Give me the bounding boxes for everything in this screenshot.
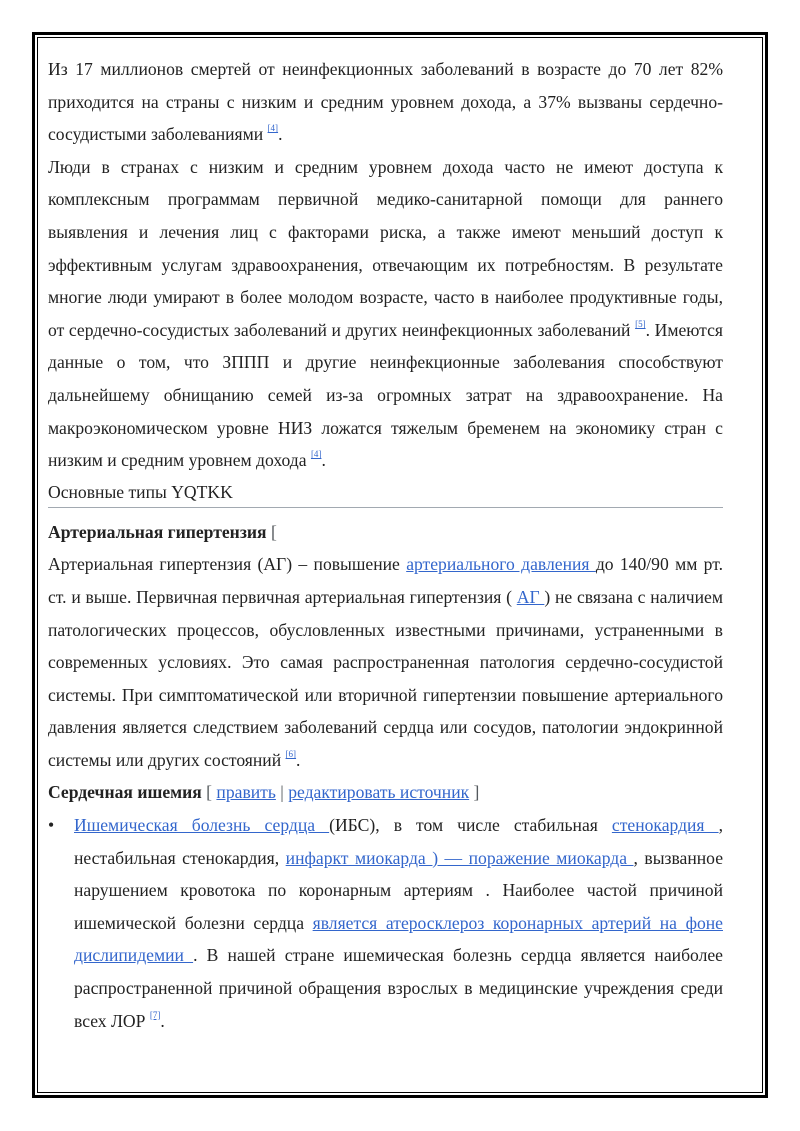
list-text: , вызванное нарушением кровотока по коронарным артериям . Наиболее частой причиной ишемической болезни сердца bbox=[74, 847, 724, 933]
citation-6[interactable] bbox=[286, 749, 297, 759]
edit-link[interactable]: править bbox=[216, 782, 276, 803]
citation-link[interactable]: [4] bbox=[267, 123, 279, 134]
list-text: . В нашей стране ишемическая болезнь сердца является наиболее распространенной причиной обращения взрослых в медицинские учреждения среди всех ЛОР bbox=[74, 945, 723, 1031]
bullet-icon: • bbox=[48, 815, 55, 836]
subheading-title: Сердечная ишемия bbox=[48, 782, 202, 803]
link-angina[interactable]: стенокардия bbox=[611, 815, 719, 836]
citation-link[interactable]: [7] bbox=[149, 1009, 161, 1020]
link-infarct[interactable]: инфаркт миокарда ) — поражение миокарда bbox=[285, 847, 634, 868]
subheading-title: Артериальная гипертензия bbox=[48, 521, 267, 542]
edit-bracket-close: ] bbox=[469, 782, 480, 803]
paragraph-low-income bbox=[48, 151, 723, 477]
citation-5[interactable] bbox=[635, 319, 646, 329]
paragraph-text: . Имеются данные о том, что ЗППП и другие неинфекционные заболевания способствуют дальнейшему обнищанию семей из-за огромных затрат на здравоохранение. На макроэкономическом уровне НИЗ ложатся тяжелым бременем на экономику стран с низким и средним уровнем дохода bbox=[48, 319, 723, 471]
edit-source-link[interactable]: редактировать источник bbox=[288, 782, 470, 803]
paragraph-text: ) не связана с наличием патологических процессов, обусловленных известными причинами, устраненными в современных условиях. Это самая распространенная патология сердечно-сосудистой системы. При симптоматической или вторичной гипертензии повышение артериального давления является следствием заболеваний сердца или сосудов, патологии эндокринной системы или других состояний bbox=[48, 586, 723, 770]
link-ag[interactable]: АГ bbox=[516, 586, 545, 607]
paragraph-text: Артериальная гипертензия (АГ) – повышение bbox=[48, 554, 407, 575]
paragraph-text: Люди в странах с низким и средним уровнем дохода часто не имеют доступа к комплексным программам первичной медико-санитарной помощи для раннего выявления и лечения лиц с факторами риска, а также имеют меньший доступ к эффективным услугам здравоохранения, отвечающим их потребностям. В результате многие люди умирают в более молодом возрасте, часто в наиболее продуктивные годы, от сердечно-сосудистых заболеваний и других неинфекционных заболеваний bbox=[48, 156, 723, 340]
paragraph-end: . bbox=[296, 749, 301, 770]
paragraph-text: Из 17 миллионов смертей от неинфекционных заболеваний в возрасте до 70 лет 82% приходится на страны с низким и средним уровнем дохода, а 37% вызваны сердечно-сосудистыми заболеваниями bbox=[48, 59, 723, 145]
ischemia-heading bbox=[48, 776, 723, 809]
list-text: , нестабильная стенокардия, bbox=[74, 815, 723, 868]
citation-link[interactable]: [4] bbox=[310, 449, 322, 460]
citation-4[interactable] bbox=[268, 123, 279, 133]
list-end: . bbox=[160, 1010, 165, 1031]
edit-bracket-open: [ bbox=[201, 782, 217, 803]
edit-separator: | bbox=[275, 782, 289, 803]
ischemia-list bbox=[48, 809, 723, 1037]
article-body bbox=[48, 53, 723, 1037]
paragraph-end: . bbox=[278, 124, 283, 145]
list-text: (ИБС), в том числе стабильная bbox=[329, 815, 612, 836]
citation-link[interactable]: [5] bbox=[635, 318, 646, 329]
paragraph-hypertension bbox=[48, 548, 723, 776]
edit-bracket: [ bbox=[266, 521, 277, 542]
citation-4[interactable] bbox=[311, 449, 322, 459]
citation-7[interactable] bbox=[150, 1010, 161, 1020]
link-atherosclerosis[interactable]: является атеросклероз коронарных артерий на фоне дислипидемии bbox=[74, 912, 723, 966]
section-heading: Основные типы YQTKK bbox=[48, 477, 723, 508]
paragraph-ncd-deaths bbox=[48, 53, 723, 151]
hypertension-heading bbox=[48, 516, 723, 549]
paragraph-end: . bbox=[321, 450, 326, 471]
paragraph-text: до 140/90 мм рт. ст. и выше. Первичная первичная артериальная гипертензия ( bbox=[48, 554, 723, 607]
list-item bbox=[48, 809, 724, 1037]
citation-link[interactable]: [6] bbox=[285, 748, 297, 759]
link-ihd[interactable]: Ишемическая болезнь сердца bbox=[74, 815, 330, 836]
link-blood-pressure[interactable]: артериального давления bbox=[406, 554, 596, 575]
